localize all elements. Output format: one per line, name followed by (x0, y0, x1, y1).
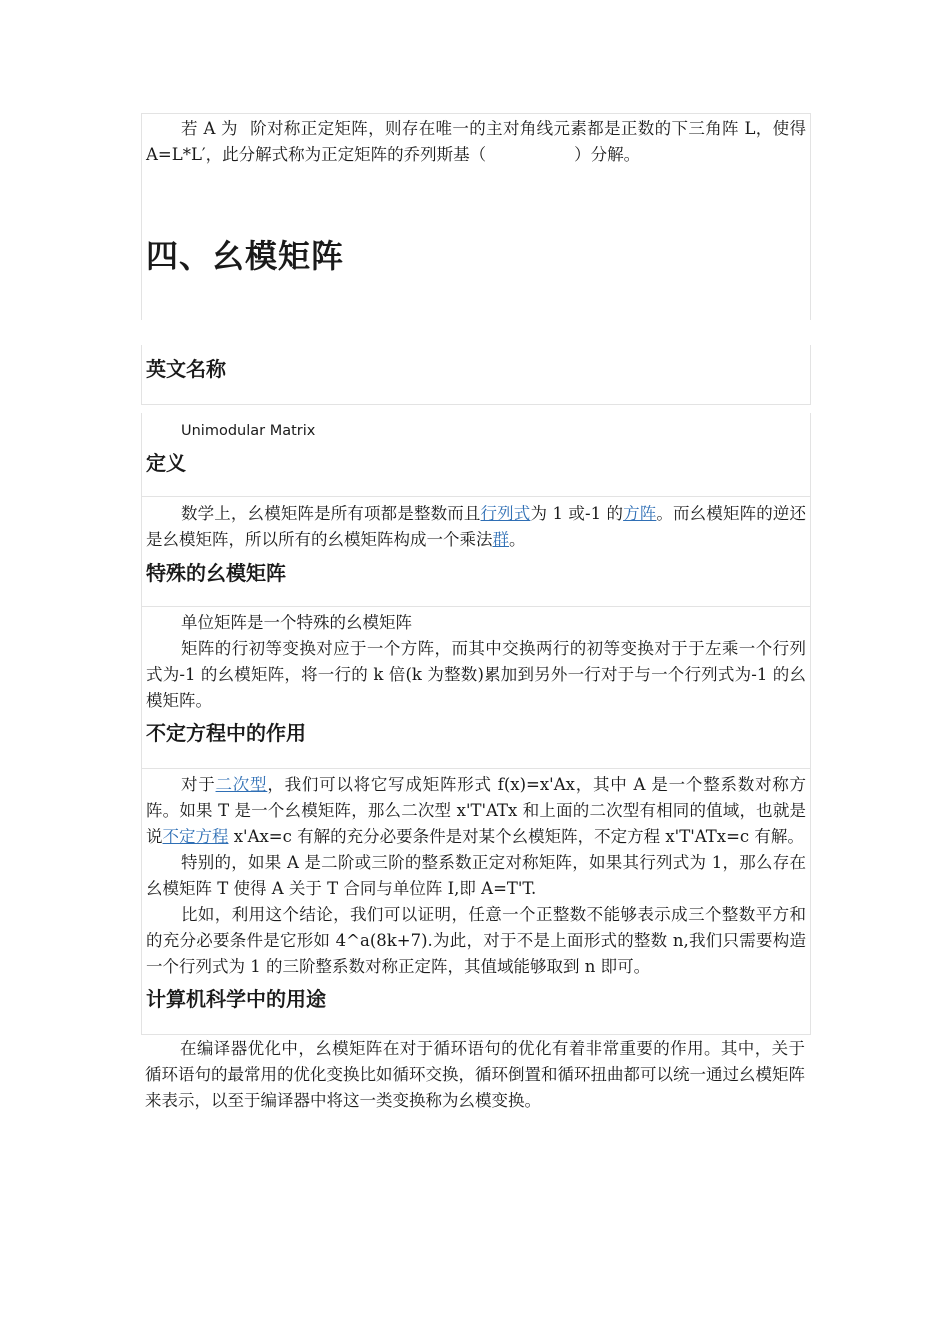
diophantine-text-a: 对于 (181, 775, 216, 794)
cholesky-text-c: ）分解。 (574, 145, 641, 164)
definition-text-1: 数学上，幺模矩阵是所有项都是整数而且 (181, 504, 481, 523)
definition-paragraph (142, 501, 810, 553)
cs-title: 计算机科学中的用途 (146, 987, 326, 1011)
link-determinant[interactable]: 行列式 (480, 504, 531, 523)
diophantine-paragraph-2: 特别的，如果 A 是二阶或三阶的整系数正定对称矩阵，如果其行列式为 1，那么存在幺模矩阵 T 使得 A 关于 T 合同与单位阵 I,即 A=T'T. (146, 853, 806, 898)
cholesky-block (141, 113, 811, 320)
definition-text-3: 。而幺模矩阵的逆还是幺模矩阵，所以所有的幺模矩阵构成一个乘法 (146, 504, 807, 549)
english-name-title: 英文名称 (146, 357, 226, 381)
cholesky-text-b: 阶对称正定矩阵，则存在唯一的主对角线元素都是正数的下三角阵 L，使得 A=L*L′，此分解式称为正定矩阵的乔列斯基（ (146, 119, 807, 164)
diophantine-paragraph-1 (142, 772, 810, 850)
english-name-title-block (141, 345, 811, 405)
definition-text-2: 为 1 或-1 的 (530, 504, 624, 523)
section-heading: 四、幺模矩阵 (146, 237, 345, 275)
special-line-2: 矩阵的行初等变换对应于一个方阵，而其中交换两行的初等变换对于于左乘一个行列式为-1 的幺模矩阵，将一行的 k 倍(k 为整数)累加到另外一行对于与一个行列式为-1 的幺模矩阵。 (146, 639, 806, 710)
special-block (141, 607, 811, 769)
cs-paragraph: 在编译器优化中，幺模矩阵在对于循环语句的优化有着非常重要的作用。其中，关于循环语句的最常用的优化变换比如循环交换，循环倒置和循环扭曲都可以统一通过幺模矩阵来表示，以至于编译器中将这一类变换称为幺模变换。 (145, 1039, 805, 1110)
link-group[interactable]: 群 (492, 530, 509, 549)
special-title: 特殊的幺模矩阵 (146, 561, 286, 585)
definition-text-4: 。 (509, 530, 526, 549)
link-quadratic-form[interactable]: 二次型 (215, 775, 268, 794)
diophantine-text-c: x'Ax=c 有解的充分必要条件是对某个幺模矩阵，不定方程 x'T'ATx=c 有解。 (228, 827, 804, 846)
link-diophantine-equation[interactable]: 不定方程 (162, 827, 229, 846)
english-name-value: Unimodular Matrix (181, 423, 316, 439)
diophantine-text-b: ，我们可以将它写成矩阵形式 f(x)=x'Ax，其中 A 是一个整系数对称方阵。如果 T 是一个幺模矩阵，那么二次型 x'T'ATx 和上面的二次型有相同的值域，也就是说 (146, 775, 807, 846)
cholesky-paragraph (142, 116, 810, 168)
diophantine-block (141, 769, 811, 1035)
diophantine-title: 不定方程中的作用 (146, 721, 306, 745)
definition-title-block (141, 413, 811, 497)
diophantine-paragraph-3: 比如，利用这个结论，我们可以证明，任意一个正整数不能够表示成三个整数平方和的充分必要条件是它形如 4^a(8k+7).为此，对于不是上面形式的整数 n,我们只需要构造一个行列式为 1 的三阶整系数对称正定阵，其值域能够取到 n 即可。 (146, 905, 806, 976)
cs-block (141, 1036, 809, 1116)
link-square-matrix[interactable]: 方阵 (623, 504, 657, 523)
special-line-1: 单位矩阵是一个特殊的幺模矩阵 (181, 613, 412, 632)
cholesky-text-a: 若 A 为 (181, 119, 238, 138)
definition-block (141, 497, 811, 607)
definition-title: 定义 (146, 451, 186, 475)
